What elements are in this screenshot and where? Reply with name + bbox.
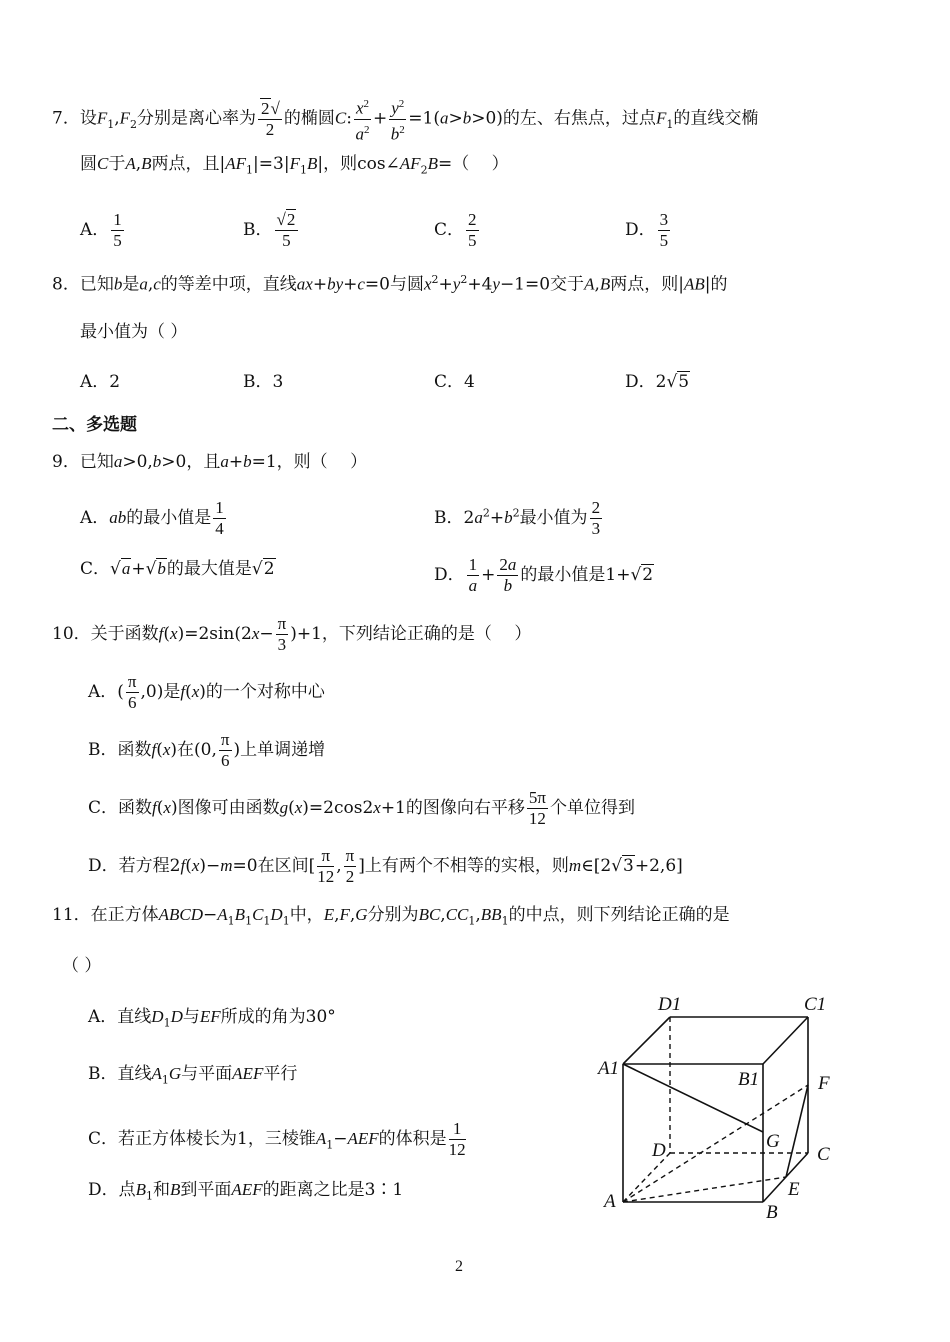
q11-option-d: D．点$B_1$和B到平面AEF的距离之比是3∶1: [88, 1180, 404, 1203]
q11-line1: 11．在正方体$ABCD-A_1B_1C_1D_1$中，E,F,G分别为$BC,CC_1,BB_1$的中点，则下列结论正确的是: [52, 905, 730, 928]
label-f: F: [818, 1073, 830, 1094]
label-g: G: [766, 1131, 780, 1152]
q10-option-c: C．函数f(x)图像可由函数g(x)=2cos2x+1的图像向右平移 $\frac{5\pi}{12}$ 个单位得到: [88, 788, 635, 828]
label-d1: D1: [658, 994, 682, 1015]
label-d: D: [652, 1140, 666, 1161]
q8-option-b: B．3: [243, 372, 284, 392]
q10-option-b: B．函数f(x)在(0, $\frac{\pi}{6}$ )上单调递增: [88, 730, 326, 770]
label-e: E: [788, 1179, 800, 1200]
q8-option-c: C．4: [434, 372, 475, 392]
q7-line2: 圆C于A,B两点，且$|AF_1|=3|F_1B|$，则$\cos\angle AF_2B=$（ ）: [80, 154, 509, 177]
q11-option-c: C．若正方体棱长为1，三棱锥$A_1-AEF$的体积是 $\frac{1}{12}$: [88, 1119, 466, 1159]
q8-option-a: A．2: [80, 372, 121, 392]
q7-line1: 7．设$F_1,F_2$分别是离心率为 $\frac{2√}{2}$ 的椭圆C: $\frac{x^2}{a^2}$ + $\frac{y^2}{b^2}$ =1(a>b>0)的左、右焦点，过点$F_1$的直线交椭: [52, 94, 758, 144]
q7-option-a: A． $\frac{1}{5}$: [80, 210, 122, 250]
q10-stem: 10．关于函数f(x)=2sin(2x− $\frac{\pi}{3}$ )+1，下列结论正确的是（ ）: [52, 614, 532, 654]
label-a: A: [604, 1191, 616, 1212]
q10-option-a: A．( $\frac{\pi}{6}$ ,0)是f(x)的一个对称中心: [88, 672, 325, 712]
q9-option-b: B．$2a^2+b^2$最小值为 $\frac{2}{3}$: [434, 498, 601, 538]
label-a1: A1: [598, 1058, 620, 1079]
q9-option-d: D． $\frac{1}{a}$ + $\frac{2a}{b}$ 的最小值是1+√2: [434, 555, 654, 595]
section-heading: 二、多选题: [52, 415, 137, 435]
q9-stem: 9．已知a>0,b>0，且a+b=1，则（ ）: [52, 452, 368, 472]
q8-line1: 8．已知b是a,c的等差中项，直线ax+by+c=0与圆$x^2+y^2+4y-1=0$交于A,B两点，则|AB|的: [52, 273, 728, 295]
q9-option-a: A．ab的最小值是 $\frac{1}{4}$: [80, 498, 224, 538]
q8-option-d: D．2√5: [625, 372, 690, 392]
q7-option-c: C． $\frac{2}{5}$: [434, 210, 477, 250]
q8-line2: 最小值为（ ）: [80, 322, 188, 342]
q9-option-c: C．√a+√b的最大值是√2: [80, 559, 275, 579]
q11-line2: （ ）: [62, 956, 102, 976]
q11-option-a: A．直线$D_1D$与EF所成的角为30°: [88, 1007, 336, 1030]
label-c: C: [817, 1144, 830, 1165]
q7-option-b: B． $\frac{√2}{5}$: [243, 210, 300, 251]
cube-figure: [590, 985, 850, 1225]
q10-option-d: D．若方程2f(x)−m=0在区间[ $\frac{\pi}{12}$ , $\frac{\pi}{2}$ ]上有两个不相等的实根，则m∈[2√3+2,6]: [88, 846, 683, 886]
label-b: B: [766, 1202, 778, 1223]
q11-option-b: B．直线$A_1G$与平面AEF平行: [88, 1064, 298, 1087]
label-c1: C1: [804, 994, 827, 1015]
page-number: 2: [455, 1258, 463, 1275]
label-b1: B1: [738, 1069, 760, 1090]
q7-option-d: D． $\frac{3}{5}$: [625, 210, 669, 250]
